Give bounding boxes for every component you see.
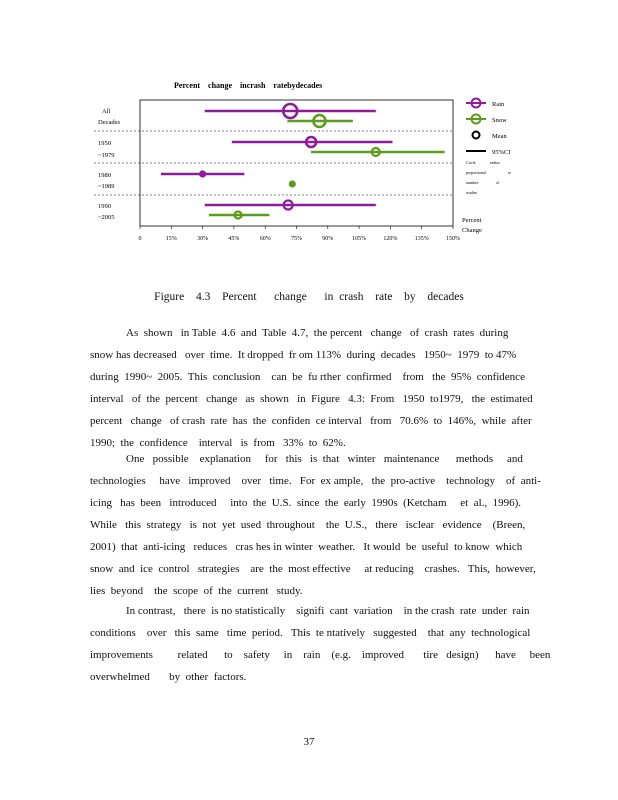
legend-note-word: radius: [490, 160, 500, 165]
text-line: conditions over this same time period. This te ntatively suggested that any technological: [90, 627, 531, 639]
legend-mean-label: Mean: [492, 133, 507, 140]
text-line: As shown in Table 4.6 and Table 4.7, the percent change of crash rates during: [126, 327, 509, 339]
x-tick-label: 90%: [322, 236, 334, 242]
axis-note-change: Change: [462, 227, 482, 234]
x-tick-label: 150%: [446, 236, 460, 242]
legend-note-word: to: [508, 170, 512, 175]
row-label-1950-line1: 1950: [98, 140, 111, 147]
figure-percent-change: [0, 0, 618, 250]
legend-snow-label: Snow: [492, 117, 507, 124]
legend-note-word: number: [466, 180, 479, 185]
text-line: In contrast, there is no statistically signifi cant variation in the crash rate under rain: [126, 605, 530, 617]
text-line: icing has been introduced into the U.S. since the early 1990s (Ketcham et al., 1996).: [90, 497, 522, 509]
text-line: technologies have improved over time. For ex ample, the pro-active technology of anti-: [90, 475, 541, 487]
x-tick-label: 75%: [291, 236, 302, 242]
legend-note-word: studies: [466, 190, 478, 195]
text-line: overwhelmed by other factors.: [90, 671, 247, 683]
row-label-1990-line1: 1990: [98, 203, 111, 210]
paragraph-1: [90, 322, 533, 454]
text-line: While this strategy is not yet used throughout the U.S., there isclear evidence (Breen,: [90, 519, 526, 531]
legend-mean-circle: [473, 132, 480, 139]
legend-note-word: proportional: [466, 170, 486, 175]
rain-mean-point: [200, 172, 205, 177]
legend-note-word: Circle: [466, 160, 476, 165]
text-line: One possible explanation for this is that winter maintenance methods and: [126, 453, 523, 465]
x-tick-label: 135%: [414, 236, 429, 242]
x-tick-label: 120%: [383, 236, 398, 242]
text-line: 2001) that anti-icing reduces cras hes in winter weather. It would be useful to know which: [90, 541, 523, 553]
row-label-1990-line2: ~2005: [98, 214, 115, 221]
chart-title: Percent change incrash ratebydecades: [174, 81, 323, 90]
paragraph-3: [90, 600, 551, 688]
row-label-1950-line2: ~1979: [98, 152, 115, 159]
figure-caption: Figure 4.3 Percent change in crash rate by decades: [154, 291, 464, 303]
row-label-1980-line2: ~1989: [98, 183, 115, 190]
row-label-all-line2: Decades: [98, 119, 121, 126]
x-tick-label: 30%: [197, 236, 209, 242]
x-axis-ticks: [139, 226, 461, 242]
text-line: snow and ice control strategies are the most effective at reducing crashes. This, however,: [90, 563, 536, 575]
page-number: 37: [303, 736, 315, 748]
x-tick-label: 45%: [228, 236, 240, 242]
text-line: during 1990~ 2005. This conclusion can be fu rther confirmed from the 95% confidence: [90, 371, 525, 383]
row-label-all-line1: All: [102, 108, 111, 115]
text-line: snow has decreased over time. It dropped fr om 113% during decades 1950~ 1979 to 47%: [90, 349, 517, 361]
legend-ci-label: 95%CI: [492, 149, 511, 156]
x-tick-label: 0: [138, 236, 142, 242]
text-line: improvements related to safety in rain (e.g. improved tire design) have been: [90, 649, 551, 661]
legend-note-word: of: [496, 180, 500, 185]
text-line: interval of the percent change as shown in Figure 4.3: From 1950 to1979, the estimated: [90, 393, 533, 405]
legend: [462, 99, 511, 235]
x-tick-label: 60%: [259, 236, 271, 242]
text-line: percent change of crash rate has the confiden ce interval from 70.6% to 146%, while after: [90, 415, 532, 427]
axis-note-percent: Percent: [462, 217, 482, 224]
crash-rate-chart: [0, 0, 618, 250]
x-tick-label: 15%: [165, 236, 177, 242]
paragraph-2: [90, 448, 541, 602]
data-marks: [161, 104, 445, 219]
text-line: lies beyond the scope of the current study.: [90, 585, 303, 597]
x-tick-label: 105%: [352, 236, 367, 242]
legend-rain-label: Rain: [492, 101, 505, 108]
text-line: 1990; the confidence interval is from 33% to 62%.: [90, 437, 346, 449]
snow-mean-point: [290, 182, 295, 187]
row-label-1980-line1: 1980: [98, 172, 111, 179]
